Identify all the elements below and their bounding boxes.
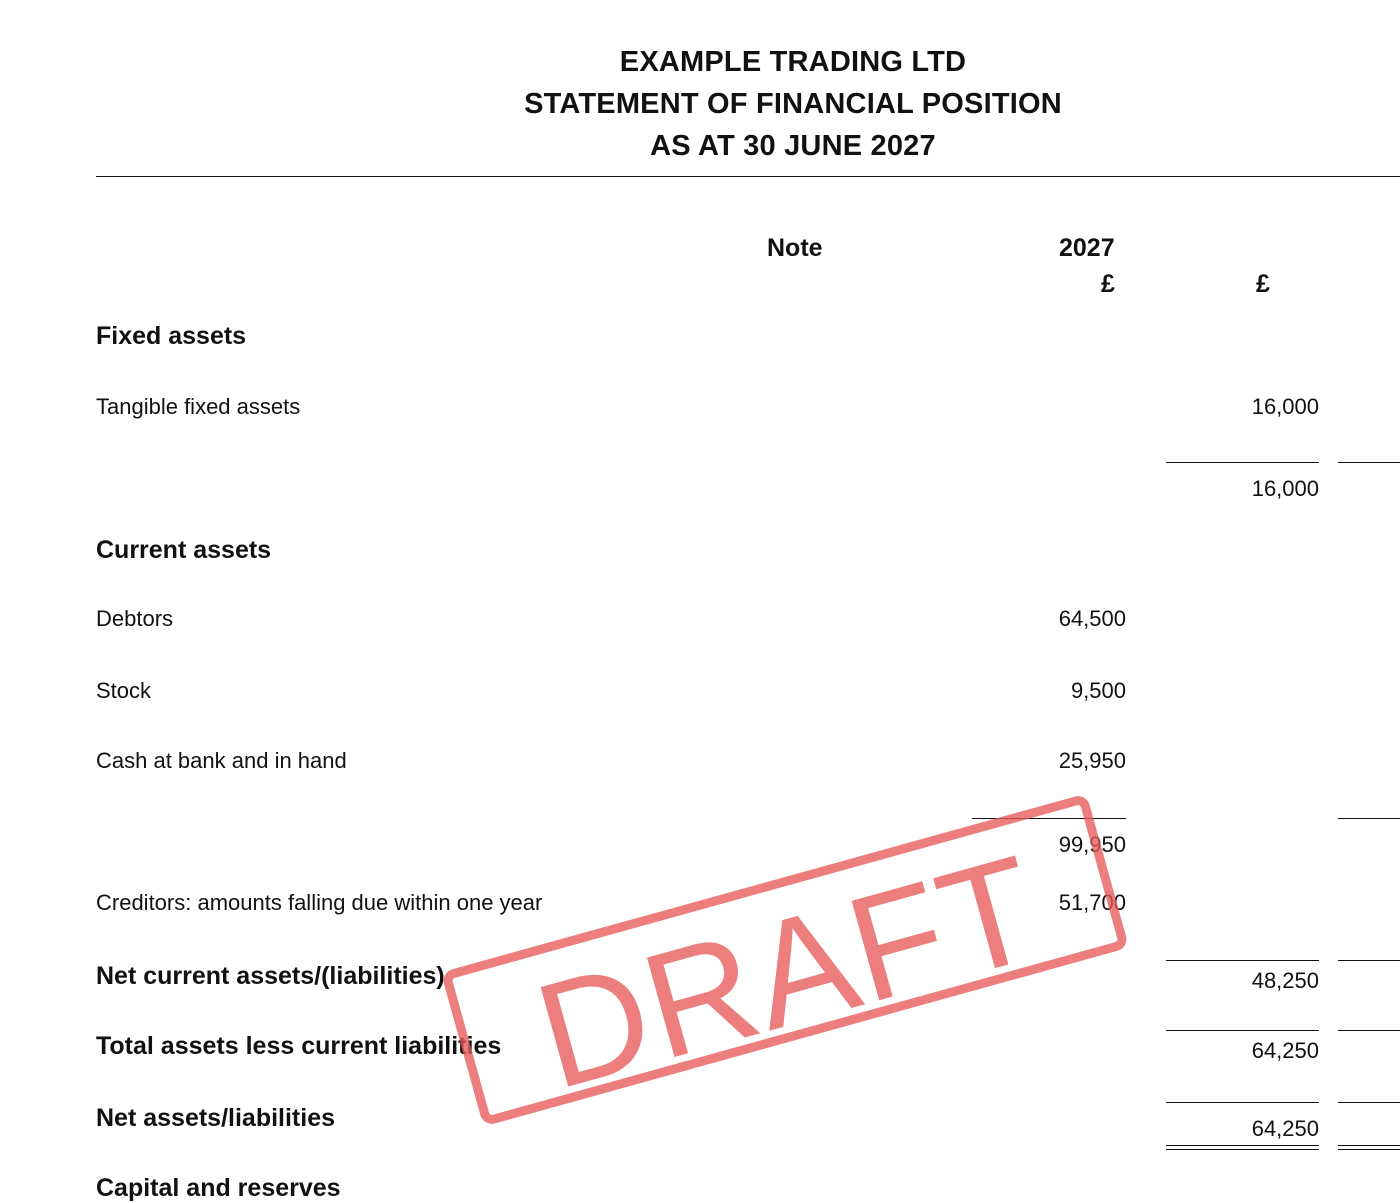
statement-title: STATEMENT OF FINANCIAL POSITION [524, 88, 1062, 120]
row-creditors-label: Creditors: amounts falling due within one year [96, 890, 543, 915]
subtotal-rule [1166, 1030, 1319, 1031]
currency-column-header-2: £ [1256, 270, 1270, 298]
subtotal-rule [1338, 818, 1400, 819]
row-total-assets-less-cl-value: 64,250 [1251, 1038, 1319, 1063]
fixed-assets-total: 16,000 [1251, 476, 1319, 501]
statement-date: AS AT 30 JUNE 2027 [650, 130, 936, 162]
row-tangible-fixed-assets-label: Tangible fixed assets [96, 394, 301, 419]
row-debtors-value: 64,500 [1058, 606, 1126, 631]
row-net-assets-label: Net assets/liabilities [96, 1104, 336, 1132]
note-column-header: Note [767, 234, 823, 262]
subtotal-rule [1166, 462, 1319, 463]
total-double-rule [1166, 1145, 1319, 1150]
draft-stamp-text: DRAFT [520, 822, 1057, 1121]
company-name: EXAMPLE TRADING LTD [619, 46, 967, 78]
subtotal-rule [1166, 1102, 1319, 1103]
row-net-current-assets-value: 48,250 [1251, 968, 1319, 993]
draft-stamp [441, 793, 1129, 1126]
row-cash-value: 25,950 [1058, 748, 1126, 773]
currency-column-header-1: £ [1101, 270, 1115, 298]
section-fixed-assets: Fixed assets [96, 322, 247, 350]
row-stock-value: 9,500 [1070, 678, 1126, 703]
row-tangible-fixed-assets-value: 16,000 [1251, 394, 1319, 419]
subtotal-rule [1166, 960, 1319, 961]
subtotal-rule [1338, 1102, 1400, 1103]
current-assets-total: 99,950 [1058, 832, 1126, 857]
row-debtors-label: Debtors [96, 606, 174, 631]
section-capital-reserves: Capital and reserves [96, 1174, 341, 1202]
total-double-rule [1338, 1145, 1400, 1150]
subtotal-rule [1338, 960, 1400, 961]
subtotal-rule [1338, 462, 1400, 463]
row-creditors-value: 51,700 [1058, 890, 1126, 915]
header-divider [96, 176, 1400, 177]
row-cash-label: Cash at bank and in hand [96, 748, 347, 773]
subtotal-rule [1338, 1030, 1400, 1031]
row-net-current-assets-label: Net current assets/(liabilities) [96, 962, 445, 990]
row-total-assets-less-cl-label: Total assets less current liabilities [96, 1032, 502, 1060]
row-stock-label: Stock [96, 678, 152, 703]
year-column-header: 2027 [1059, 234, 1115, 262]
row-net-assets-value: 64,250 [1251, 1116, 1319, 1141]
section-current-assets: Current assets [96, 536, 272, 564]
